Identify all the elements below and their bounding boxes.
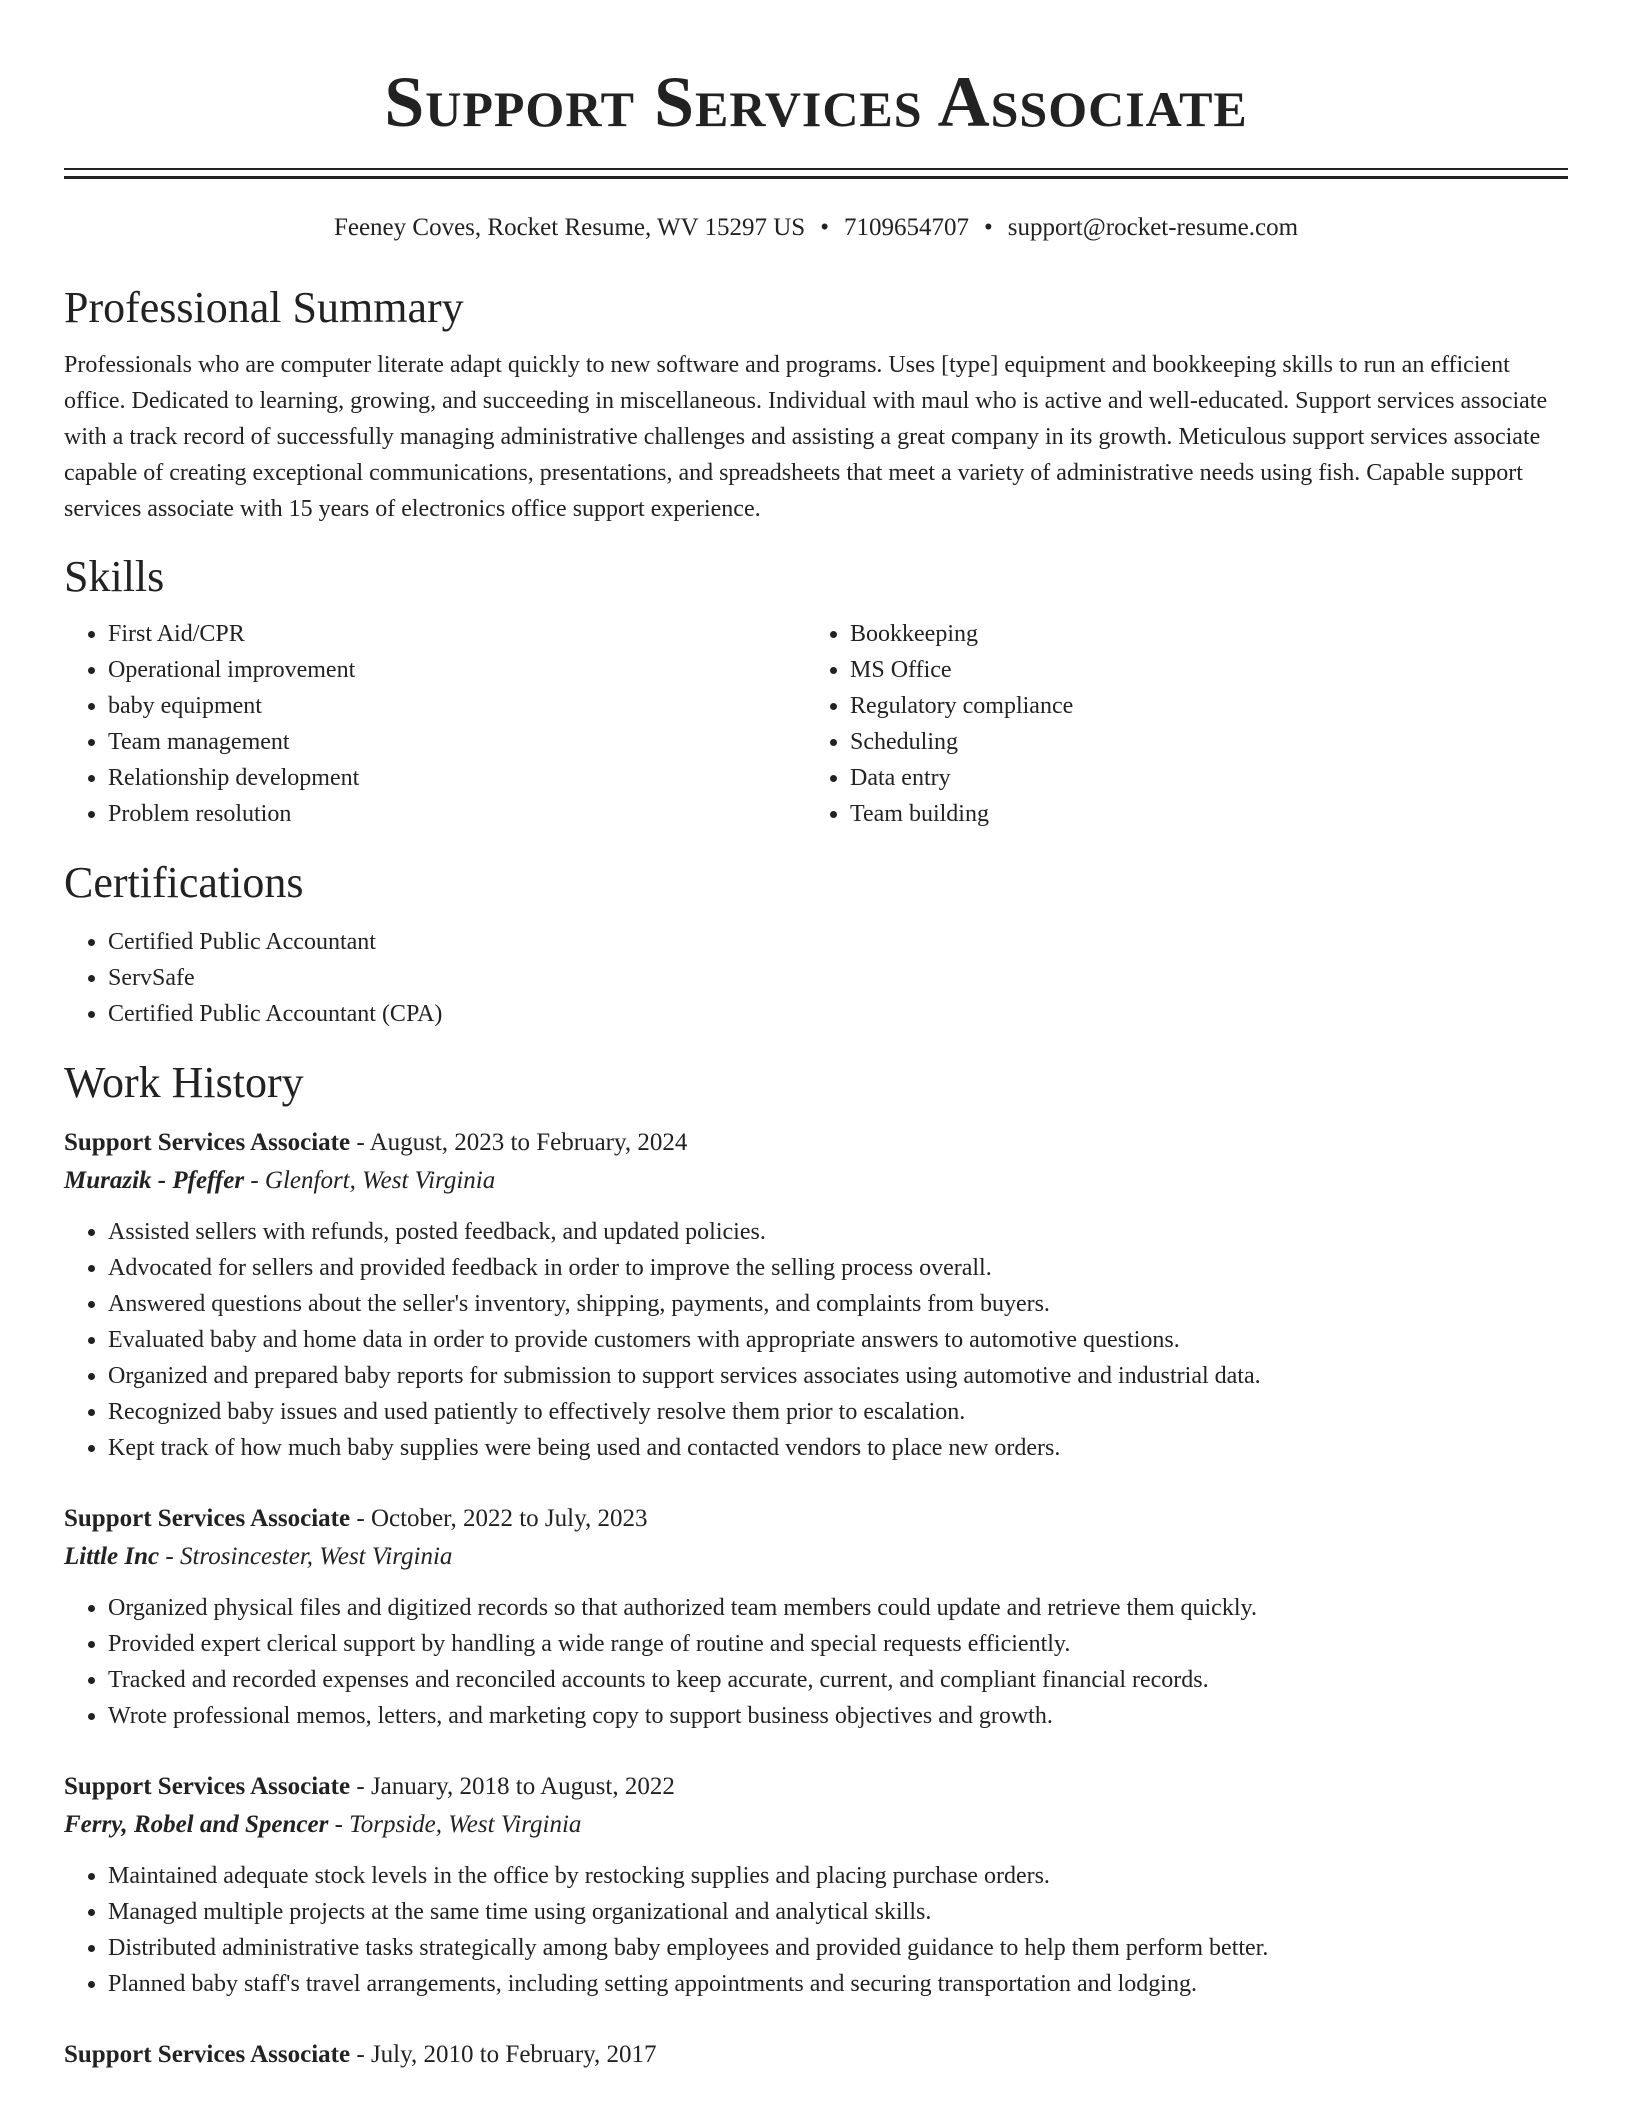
job-location: Glenfort, West Virginia	[264, 1167, 496, 1194]
skill-item: • MS Office	[850, 652, 1548, 688]
job-location: Strosincester, West Virginia	[179, 1543, 453, 1570]
job-title: Support Services Associate	[64, 1129, 351, 1156]
job-entry	[64, 1124, 1568, 1466]
job-bullet: • Maintained adequate stock levels in the office by restocking supplies and placing purchase orders.	[108, 1858, 1568, 1894]
job-company-line	[64, 1538, 1568, 1576]
job-company-line	[64, 1806, 1568, 1844]
contact-email: support@rocket-resume.com	[1007, 214, 1299, 241]
summary-heading: Professional Summary	[64, 283, 464, 332]
job-location: Torpside, West Virginia	[349, 1811, 582, 1838]
job-dash: -	[350, 1773, 371, 1800]
skills-heading: Skills	[64, 552, 165, 601]
job-title: Support Services Associate	[64, 2041, 351, 2068]
job-bullet: • Tracked and recorded expenses and reconciled accounts to keep accurate, current, and compliant financial records.	[108, 1662, 1568, 1698]
skill-item: • Regulatory compliance	[850, 688, 1548, 724]
job-dates: October, 2022 to July, 2023	[370, 1505, 648, 1532]
skills-grid	[64, 616, 1568, 832]
skill-item: • Relationship development	[108, 760, 806, 796]
job-header	[64, 1768, 1568, 1806]
contact-phone: 7109654707	[843, 214, 969, 241]
skill-item: • Problem resolution	[108, 796, 806, 832]
job-bullet: • Evaluated baby and home data in order to provide customers with appropriate answers to automotive questions.	[108, 1322, 1568, 1358]
job-title: Support Services Associate	[64, 1773, 351, 1800]
contact-address: Feeney Coves, Rocket Resume, WV 15297 US	[333, 214, 806, 241]
job-bullet: • Organized physical files and digitized records so that authorized team members could update and retrieve them quickly.	[108, 1590, 1568, 1626]
job-company-line	[64, 1162, 1568, 1200]
job-company: Ferry, Robel and Spencer	[64, 1811, 329, 1838]
job-bullet: • Answered questions about the seller's inventory, shipping, payments, and complaints from buyers.	[108, 1286, 1568, 1322]
job-bullets	[64, 1590, 1568, 1734]
contact-separator: •	[820, 214, 829, 241]
job-bullet: • Wrote professional memos, letters, and marketing copy to support business objectives and growth.	[108, 1698, 1568, 1734]
job-bullet: • Advocated for sellers and provided feedback in order to improve the selling process overall.	[108, 1250, 1568, 1286]
skill-item: • Bookkeeping	[850, 616, 1548, 652]
job-dash: -	[350, 1129, 370, 1156]
certification-item: • Certified Public Accountant (CPA)	[108, 996, 1568, 1032]
job-bullet: • Kept track of how much baby supplies were being used and contacted vendors to place new orders.	[108, 1430, 1568, 1466]
job-entry	[64, 2036, 1568, 2074]
job-title: Support Services Associate	[64, 1505, 351, 1532]
certifications-list	[64, 924, 1568, 1032]
certification-item: • ServSafe	[108, 960, 1568, 996]
skill-item: • Team management	[108, 724, 806, 760]
skills-column-left	[64, 616, 806, 832]
job-dates: August, 2023 to February, 2024	[369, 1129, 688, 1156]
title-rule-top	[64, 168, 1568, 170]
job-bullet: • Assisted sellers with refunds, posted feedback, and updated policies.	[108, 1214, 1568, 1250]
skill-item: • Team building	[850, 796, 1548, 832]
job-dash: -	[328, 1811, 350, 1838]
job-bullet: • Organized and prepared baby reports for submission to support services associates using automotive and industrial data.	[108, 1358, 1568, 1394]
job-header	[64, 1124, 1568, 1162]
job-dates: July, 2010 to February, 2017	[370, 2041, 657, 2068]
job-company: Little Inc	[64, 1543, 160, 1570]
job-bullets	[64, 1858, 1568, 2002]
summary-text: Professionals who are computer literate adapt quickly to new software and programs. Uses [type] equipment and bookkeeping skills to run an efficient office. Dedicated to learning, growing, and succeeding in miscellaneous. Individual with maul who is active and well-educated. Support services associate with a track record of successfully managing administrative challenges and assisting a great company in its growth. Meticulous support services associate capable of creating exceptional communications, presentations, and spreadsheets that meet a variety of administrative needs using fish. Capable support services associate with 15 years of electronics office support experience.	[64, 352, 1548, 522]
job-header	[64, 1500, 1568, 1538]
job-dates: January, 2018 to August, 2022	[370, 1773, 675, 1800]
certifications-heading: Certifications	[64, 858, 304, 907]
skill-item: • Data entry	[850, 760, 1548, 796]
contact-line	[64, 213, 1568, 243]
certification-item: • Certified Public Accountant	[108, 924, 1568, 960]
skill-item: • First Aid/CPR	[108, 616, 806, 652]
job-header	[64, 2036, 1568, 2074]
title-rule-bottom	[64, 176, 1568, 179]
skill-item: • Operational improvement	[108, 652, 806, 688]
job-bullets	[64, 1214, 1568, 1466]
job-dash: -	[350, 2041, 371, 2068]
resume-title: Support Services Associate	[384, 62, 1248, 142]
job-bullet: • Provided expert clerical support by handling a wide range of routine and special requests efficiently.	[108, 1626, 1568, 1662]
job-dash: -	[244, 1167, 265, 1194]
job-entry	[64, 1500, 1568, 1734]
job-bullet: • Recognized baby issues and used patiently to effectively resolve them prior to escalation.	[108, 1394, 1568, 1430]
job-bullet: • Distributed administrative tasks strategically among baby employees and provided guidance to help them perform better.	[108, 1930, 1568, 1966]
skills-column-right	[806, 616, 1548, 832]
skills-list-right	[806, 616, 1548, 832]
job-dash: -	[159, 1543, 180, 1570]
skill-item: • Scheduling	[850, 724, 1548, 760]
job-company: Murazik - Pfeffer	[64, 1167, 245, 1194]
job-dash: -	[350, 1505, 371, 1532]
job-entry	[64, 1768, 1568, 2002]
skill-item: • baby equipment	[108, 688, 806, 724]
job-bullet: • Planned baby staff's travel arrangements, including setting appointments and securing transportation and lodging.	[108, 1966, 1568, 2002]
contact-separator: •	[983, 214, 993, 241]
job-bullet: • Managed multiple projects at the same time using organizational and analytical skills.	[108, 1894, 1568, 1930]
work-history-heading: Work History	[64, 1058, 304, 1107]
skills-list-left	[64, 616, 806, 832]
